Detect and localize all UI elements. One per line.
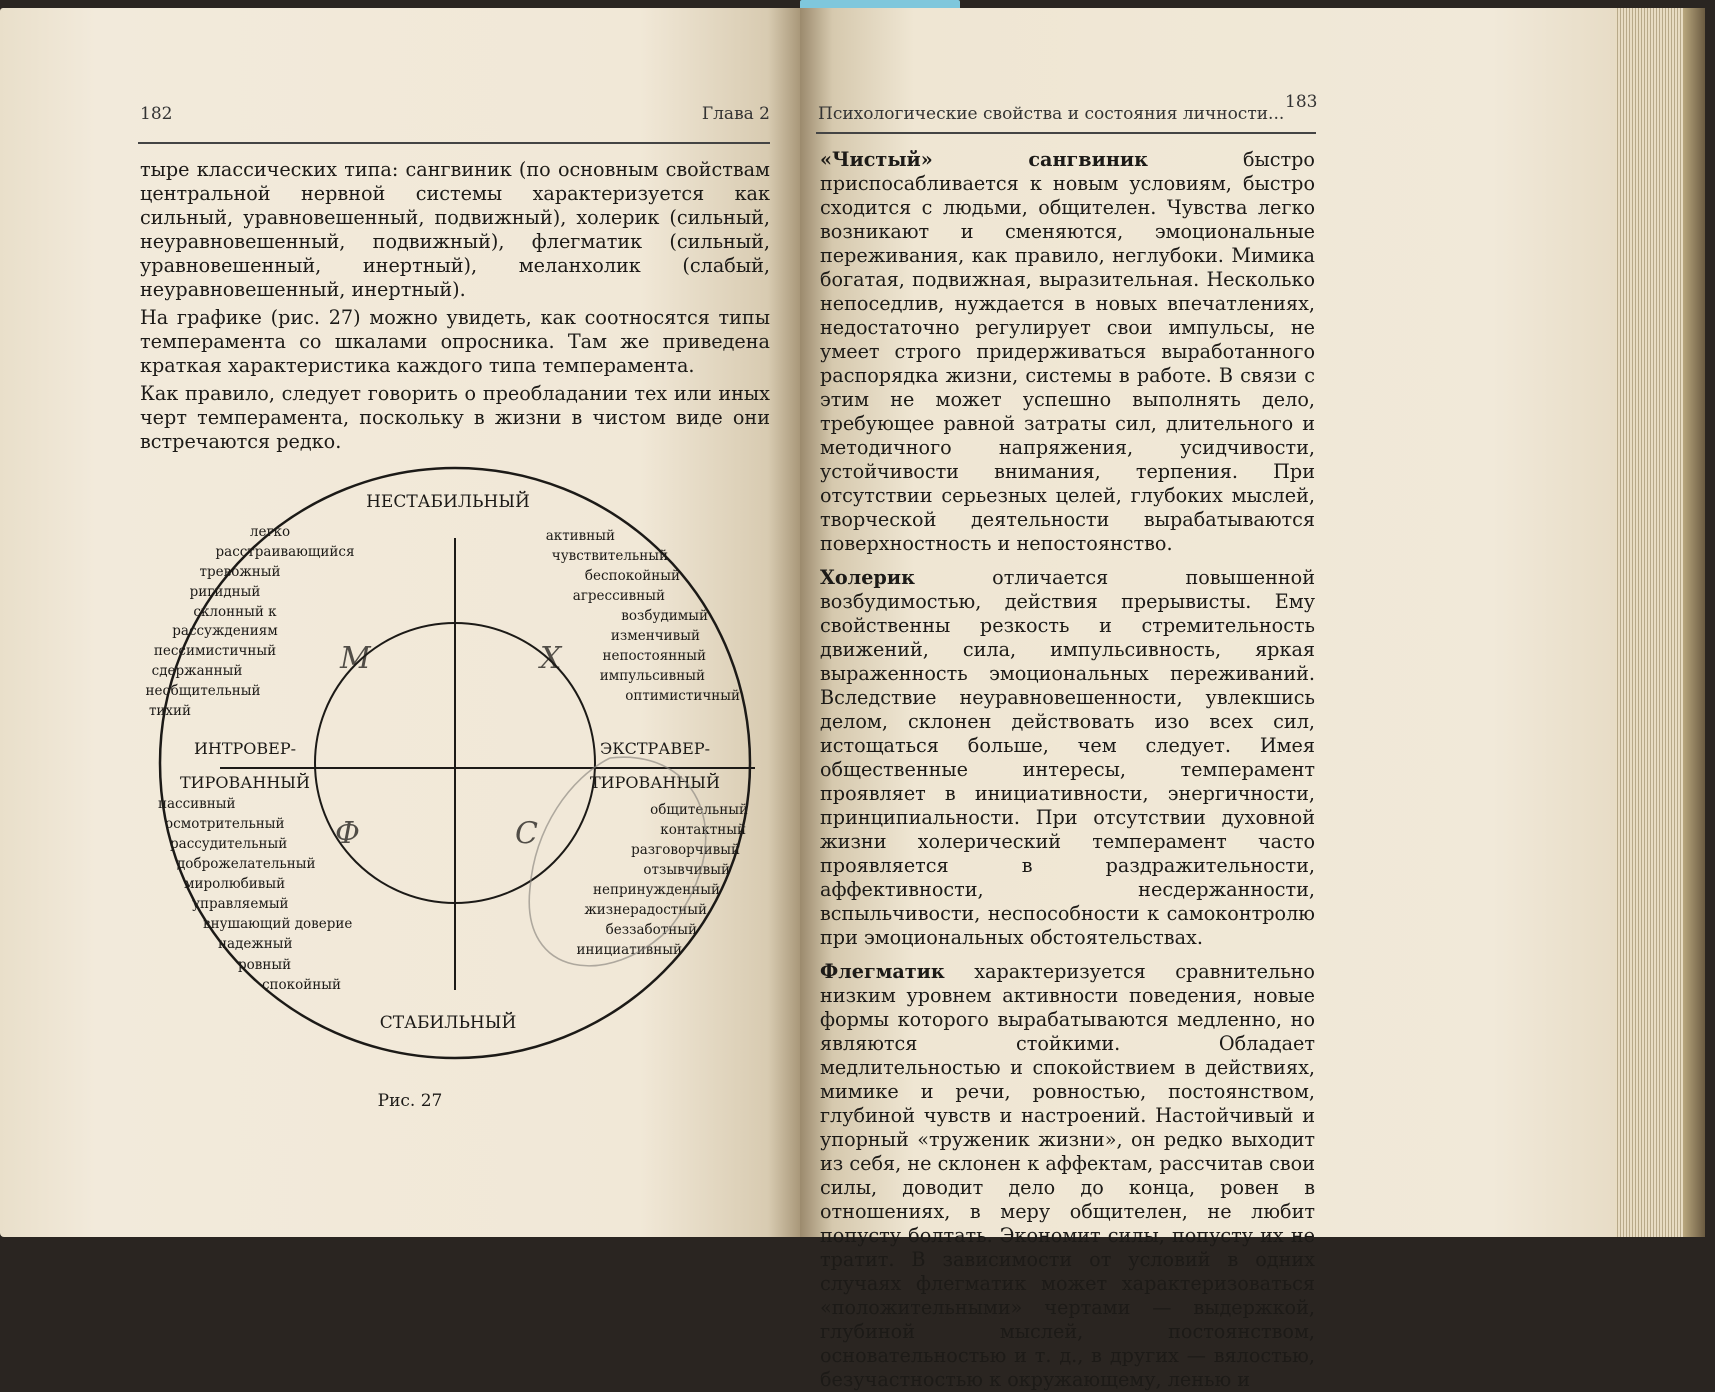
upper-left-traits xyxy=(146,524,355,719)
term-sanguine: «Чистый» сангвиник xyxy=(820,148,1148,171)
trait-lr: общительный xyxy=(650,802,748,818)
right-page-number: 183 xyxy=(1285,92,1318,112)
trait-ul: склонный к xyxy=(193,604,277,620)
temperament-figure xyxy=(140,458,780,1068)
term-phlegmatic: Флегматик xyxy=(820,960,945,983)
left-text-column xyxy=(140,158,770,454)
trait-ur: возбудимый xyxy=(621,608,708,624)
section-sanguine-text: быстро приспосабливается к новым условиям, быстро сходится с людьми, общителен. Чувства легко возникают и сменяются, эмоциональные переживания, как правило, неглубоки. Мимика богатая, подвижная, выразительная. Несколько непоседлив, нуждается в новых впечатлениях, недостаточно регулирует свои импульсы, не умеет строго придерживаться выработанного распорядка жизни, системы в работе. В связи с этим не может успешно выполнять дело, требующее равной затраты сил, длительного и методичного напряжения, усидчивости, устойчивости внимания, терпения. При отсутствии серьезных целей, глубоких мыслей, творческой деятельности вырабатываются поверхностность и непостоянство. xyxy=(820,148,1315,555)
trait-lr: отзывчивый xyxy=(643,862,730,878)
axis-label-top: НЕСТАБИЛЬНЫЙ xyxy=(366,492,530,512)
trait-ul: ригидный xyxy=(189,584,261,600)
pencil-mark-f: Ф xyxy=(335,816,360,851)
trait-ll: рассудительный xyxy=(170,836,288,852)
page-edges xyxy=(1615,8,1705,1237)
section-choleric-text: отличается повышенной возбудимостью, действия прерывисты. Ему свойственны резкость и стремительность движений, сила, импульсивность, яркая выраженность эмоциональных переживаний. Вследствие неуравновешенности, увлекшись делом, склонен действовать изо всех сил, истощаться больше, чем следует. Имея общественные интересы, темперамент проявляет в инициативности, энергичности, принципиальности. При отсутствии духовной жизни холерический темперамент часто проявляется в раздражительности, аффективности, несдержанности, вспыльчивости, неспособности к самоконтролю при эмоциональных обстоятельствах. xyxy=(820,566,1315,949)
trait-ur: активный xyxy=(545,528,615,544)
trait-lr: непринужденный xyxy=(592,882,720,898)
trait-ll: ровный xyxy=(238,957,292,973)
section-sanguine xyxy=(820,148,1315,556)
trait-ur: беспокойный xyxy=(584,568,680,584)
axis-label-left-2: ТИРОВАННЫЙ xyxy=(180,773,310,792)
trait-lr: жизнерадостный xyxy=(584,902,707,918)
left-paragraph-3: Как правило, следует говорить о преобладании тех или иных черт темперамента, поскольку в жизни в чистом виде они встречаются редко. xyxy=(140,382,770,453)
left-header-rule xyxy=(138,142,770,144)
trait-ur: чувствительный xyxy=(551,548,668,564)
right-running-head: Психологические свойства и состояния личности... xyxy=(818,104,1285,124)
trait-lr: беззаботный xyxy=(605,922,697,938)
trait-ll: пассивный xyxy=(158,796,236,812)
section-phlegmatic xyxy=(820,960,1315,1392)
pencil-mark-m: М xyxy=(340,641,371,676)
trait-ul: необщительный xyxy=(145,683,261,699)
trait-ll: управляемый xyxy=(192,896,289,912)
trait-ul: сдержанный xyxy=(151,663,243,679)
figure-caption: Рис. 27 xyxy=(377,1091,443,1111)
trait-ul: рассуждениям xyxy=(172,623,278,639)
axis-label-left-1: ИНТРОВЕР- xyxy=(193,739,297,758)
trait-ur: импульсивный xyxy=(599,668,705,684)
trait-ul: легко xyxy=(249,524,291,540)
left-paragraph-1: тыре классических типа: сангвиник (по основным свойствам центральной нервной системы характеризуется как сильный, уравновешенный, подвижный), холерик (сильный, неуравновешенный, подвижный), флегматик (сильный, уравновешенный, инертный), меланхолик (слабый, неуравновешенный, инертный). xyxy=(140,158,770,301)
section-phlegmatic-text: характеризуется сравнительно низким уровнем активности поведения, новые формы которого вырабатываются медленно, но являются стойкими. Обладает медлительностью и спокойствием в действиях, мимике и речи, ровностью, постоянством, глубиной чувств и настроений. Настойчивый и упорный «труженик жизни», он редко выходит из себя, не склонен к аффектам, рассчитав свои силы, доводит дело до конца, ровен в отношениях, в меру общителен, не любит попусту болтать. Экономит силы, попусту их не тратит. В зависимости от условий в одних случаях флегматик может характеризоваться «положительными» чертами — выдержкой, глубиной мыслей, постоянством, основательностью и т. д., в других — вялостью, безучастностью к окружающему, ленью и xyxy=(820,960,1315,1391)
trait-ul: тревожный xyxy=(199,564,281,580)
trait-ll: осмотрительный xyxy=(165,816,285,832)
trait-ur: агрессивный xyxy=(572,588,665,604)
right-header-rule xyxy=(816,132,1316,134)
axis-label-right-1: ЭКСТРАВЕР- xyxy=(599,739,711,758)
trait-ur: изменчивый xyxy=(610,628,700,644)
left-page-number: 182 xyxy=(140,104,173,124)
right-page xyxy=(800,8,1615,1391)
trait-ul: тихий xyxy=(148,703,192,719)
trait-ll: миролюбивый xyxy=(184,876,286,892)
axis-label-bottom: СТАБИЛЬНЫЙ xyxy=(379,1013,517,1033)
trait-ur: непостоянный xyxy=(602,648,706,664)
trait-ur: оптимистичный xyxy=(625,688,740,704)
right-text-column xyxy=(820,148,1315,1392)
lower-left-traits xyxy=(158,796,352,993)
trait-lr: инициативный xyxy=(576,942,682,958)
trait-ul: пессимистичный xyxy=(153,643,277,659)
trait-lr: разговорчивый xyxy=(631,842,740,858)
trait-ul: расстраивающийся xyxy=(215,544,355,560)
trait-lr: контактный xyxy=(660,822,746,838)
section-choleric xyxy=(820,566,1315,950)
term-choleric: Холерик xyxy=(820,566,915,589)
left-paragraph-2: На графике (рис. 27) можно увидеть, как соотносятся типы темперамента со шкалами опросника. Там же приведена краткая характеристика каждого типа темперамента. xyxy=(140,306,770,377)
left-page xyxy=(0,8,800,1237)
trait-ll: спокойный xyxy=(262,977,341,993)
trait-ll: внушающий доверие xyxy=(203,916,353,932)
pencil-mark-s: С xyxy=(515,816,538,851)
axis-label-right-2: ТИРОВАННЫЙ xyxy=(590,773,720,792)
trait-ll: доброжелательный xyxy=(177,856,316,872)
left-running-head: Глава 2 xyxy=(701,104,770,124)
pencil-mark-x: Х xyxy=(540,641,562,676)
trait-ll: надежный xyxy=(218,936,293,952)
